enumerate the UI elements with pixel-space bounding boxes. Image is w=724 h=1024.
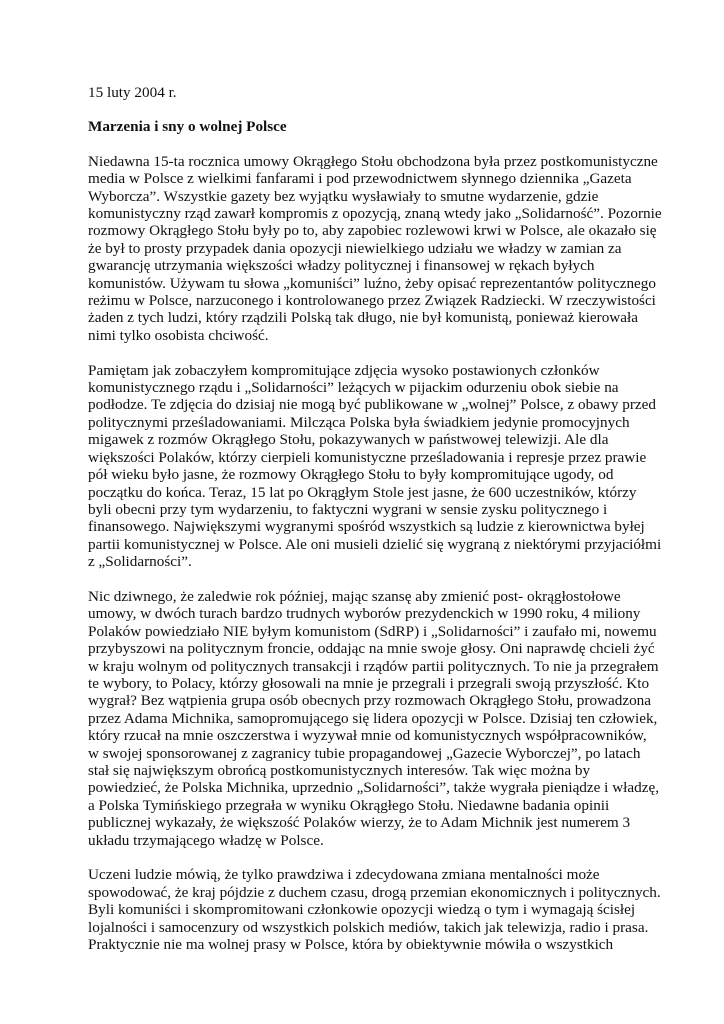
text-line: powiedzieć, że Polska Michnika, uprzednio „Solidarności”, także wygrała pieniądze i władzę, (88, 779, 659, 797)
text-line: pół wieku było jasne, że rozmowy Okrągłego Stołu to były kompromitujące ugody, od (88, 466, 614, 484)
text-line: rozmowy Okrągłego Stołu były po to, aby zapobiec rozlewowi krwi w Polsce, ale okazało się (88, 222, 657, 240)
text-line: Pamiętam jak zobaczyłem kompromitujące zdjęcia wysoko postawionych członków (88, 361, 600, 379)
text-line: a Polska Tymińskiego przegrała w wyniku Okrągłego Stołu. Niedawne badania opinii (88, 796, 610, 814)
document-date: 15 luty 2004 r. (88, 84, 177, 101)
text-line: nimi tylko osobista chciwość. (88, 326, 269, 344)
text-line: gwarancję utrzymania większości władzy politycznej i finansowej w rękach byłych (88, 257, 595, 275)
text-line: układu trzymającego władzę w Polsce. (88, 831, 324, 849)
text-line: komunistów. Używam tu słowa „komuniści” luźno, żeby opisać reprezentantów politycznego (88, 274, 656, 292)
text-line: w swojej sponsorowanej z zagranicy tubie propagandowej „Gazecie Wyborczej”, po latach (88, 744, 641, 762)
text-line: Niedawna 15-ta rocznica umowy Okrągłego Stołu obchodzona była przez postkomunistyczne (88, 152, 658, 170)
text-line: finansowego. Największymi wygranymi spośród wszystkich są ludzie z kierownictwa byłej (88, 518, 645, 536)
text-line: migawek z rozmów Okrągłego Stołu, pokazywanych w państwowej telewizji. Ale dla (88, 431, 609, 449)
text-line: partii komunistycznej w Polsce. Ale oni musieli dzielić się wygraną z niektórymi przyjaciółmi (88, 535, 662, 553)
text-line: który rzucał na mnie oszczerstwa i wyzywał mnie od komunistycznych współpracowników, (88, 727, 647, 745)
text-line: z „Solidarności”. (88, 553, 192, 571)
paragraph-1 (88, 152, 662, 344)
text-line: publicznej wykazały, że większość Polaków wierzy, że to Adam Michnik jest numerem 3 (88, 814, 631, 832)
text-line: spowodować, że kraj pójdzie z duchem czasu, drogą przemian ekonomicznych i politycznych. (88, 883, 661, 901)
text-line: Uczeni ludzie mówią, że tylko prawdziwa i zdecydowana zmiana mentalności może (88, 866, 600, 884)
text-line: komunistyczny rząd zawarł kompromis z opozycją, znaną wtedy jako „Solidarność”. Pozornie (88, 205, 662, 223)
document-title: Marzenia i sny o wolnej Polsce (88, 118, 287, 136)
text-line: komunistycznego rządu i „Solidarności” leżących w pijackim odurzeniu obok siebie na (88, 379, 619, 397)
text-line: Praktycznie nie ma wolnej prasy w Polsce, która by obiektywnie mówiła o wszystkich (88, 936, 614, 954)
text-line: umowy, w dwóch turach bardzo trudnych wyborów prezydenckich w 1990 roku, 4 miliony (88, 605, 641, 623)
text-line: stał się największym obrońcą postkomunistycznych interesów. Tak więc można by (88, 762, 591, 779)
text-line: te wybory, to Polacy, którzy głosowali na mnie je przegrali i przegrali swoją przyszłość. Kto (88, 674, 650, 692)
text-line: przez Adama Michnika, samopromującego się lidera opozycji w Polsce. Dzisiaj ten człowiek, (88, 709, 658, 727)
text-line: podłodze. Te zdjęcia do dzisiaj nie mogą być publikowane w „wolnej” Polsce, z obawy przed (88, 396, 657, 414)
text-line: politycznymi prześladowaniami. Milcząca Polska była świadkiem jedynie promocyjnych (88, 413, 630, 431)
text-line: byli obecni przy tym wydarzeniu, to faktyczni wygrani w sensie zysku politycznego i (88, 500, 608, 518)
text-line: lojalności i samocenzury od wszystkich polskich mediów, takich jak telewizja, radio i prasa. (88, 918, 649, 936)
text-line: media w Polsce z wielkimi fanfarami i pod przewodnictwem słynnego dziennika „Gazeta (88, 170, 632, 188)
paragraph-3 (88, 587, 659, 849)
text-line: początku do końca. Teraz, 15 lat po Okrągłym Stole jest jasne, że 600 uczestników, którzy (88, 483, 637, 501)
text-line: przybyszowi na politycznym froncie, oddając na mnie swoje głosy. Oni naprawdę chcieli żyć (88, 640, 655, 658)
text-line: reżimu w Polsce, narzuconego i kontrolowanego przez Związek Radziecki. W rzeczywistości (88, 292, 656, 310)
text-line: żaden z tych ludzi, który rządzili Polską tak długo, nie był komunistą, ponieważ kierowała (88, 309, 638, 327)
text-line: Nic dziwnego, że zaledwie rok później, mając szansę aby zmienić post- okrągłostołowe (88, 587, 621, 605)
text-line: większości Polaków, którzy cierpieli komunistyczne prześladowania i represje przez prawie (88, 448, 647, 466)
text-line: Wyborcza”. Wszystkie gazety bez wyjątku wysławiały to smutne wydarzenie, gdzie (88, 187, 599, 205)
text-line: Polaków powiedziało NIE byłym komunistom (SdRP) i „Solidarności” i zaufało mi, nowemu (88, 622, 657, 640)
paragraph-4 (88, 866, 661, 954)
text-line: wygrał? Bez wątpienia grupa osób obecnych przy rozmowach Okrągłego Stołu, prowadzona (88, 692, 652, 710)
text-line: że był to prosty przypadek dania opozycji niewielkiego udziału we władzy w zamian za (88, 239, 622, 257)
document-page (88, 84, 662, 971)
text-line: w kraju wolnym od politycznych transakcji i rządów partii politycznych. To nie ja przegrałem (88, 657, 659, 675)
paragraph-2 (88, 361, 662, 571)
text-line: Byli komuniści i skompromitowani członkowie opozycji wiedzą o tym i wymagają ścisłej (88, 901, 636, 919)
document-body (88, 152, 662, 954)
